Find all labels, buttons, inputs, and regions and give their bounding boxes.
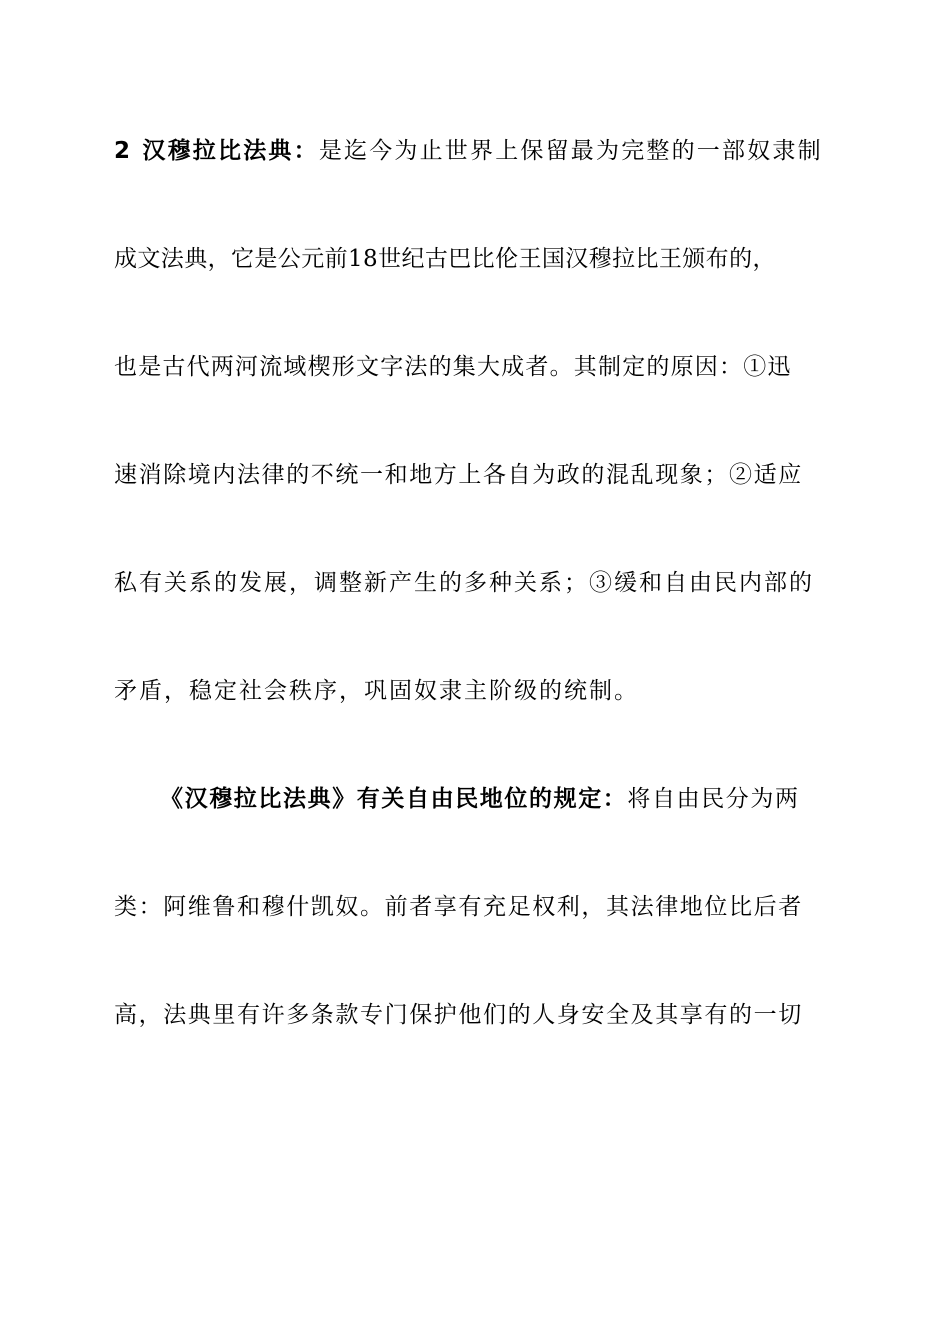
text-line: 也是古代两河流域楔形文字法的集大成者。其制定的原因：①迅: [114, 354, 792, 380]
text-line: 矛盾，稳定社会秩序，巩固奴隶主阶级的统制。: [114, 678, 639, 704]
paragraph-free-citizen-status: [114, 772, 836, 1096]
section-heading: 《汉穆拉比法典》有关自由民地位的规定：: [160, 786, 628, 812]
text-line: [114, 124, 836, 232]
text-line: 高，法典里有许多条款专门保护他们的人身安全及其享有的一切: [114, 1002, 803, 1028]
text-line: [114, 772, 836, 880]
text-line: 速消除境内法律的不统一和地方上各自为政的混乱现象；②适应: [114, 462, 803, 488]
text-segment: 将自由民分为两: [627, 786, 800, 812]
text-line: 成文法典，它是公元前18世纪古巴比伦王国汉穆拉比王颁布的，: [114, 246, 776, 272]
paragraph-hammurabi-code: [114, 124, 836, 772]
document-body: [114, 124, 836, 1096]
text-segment: 是迄今为止世界上保留最为完整的一部奴隶制: [318, 138, 823, 164]
section-heading: 2 汉穆拉比法典：: [114, 138, 319, 164]
text-line: 类：阿维鲁和穆什凯奴。前者享有充足权利，其法律地位比后者: [114, 894, 803, 920]
text-line: 私有关系的发展，调整新产生的多种关系；③缓和自由民内部的: [114, 570, 814, 596]
